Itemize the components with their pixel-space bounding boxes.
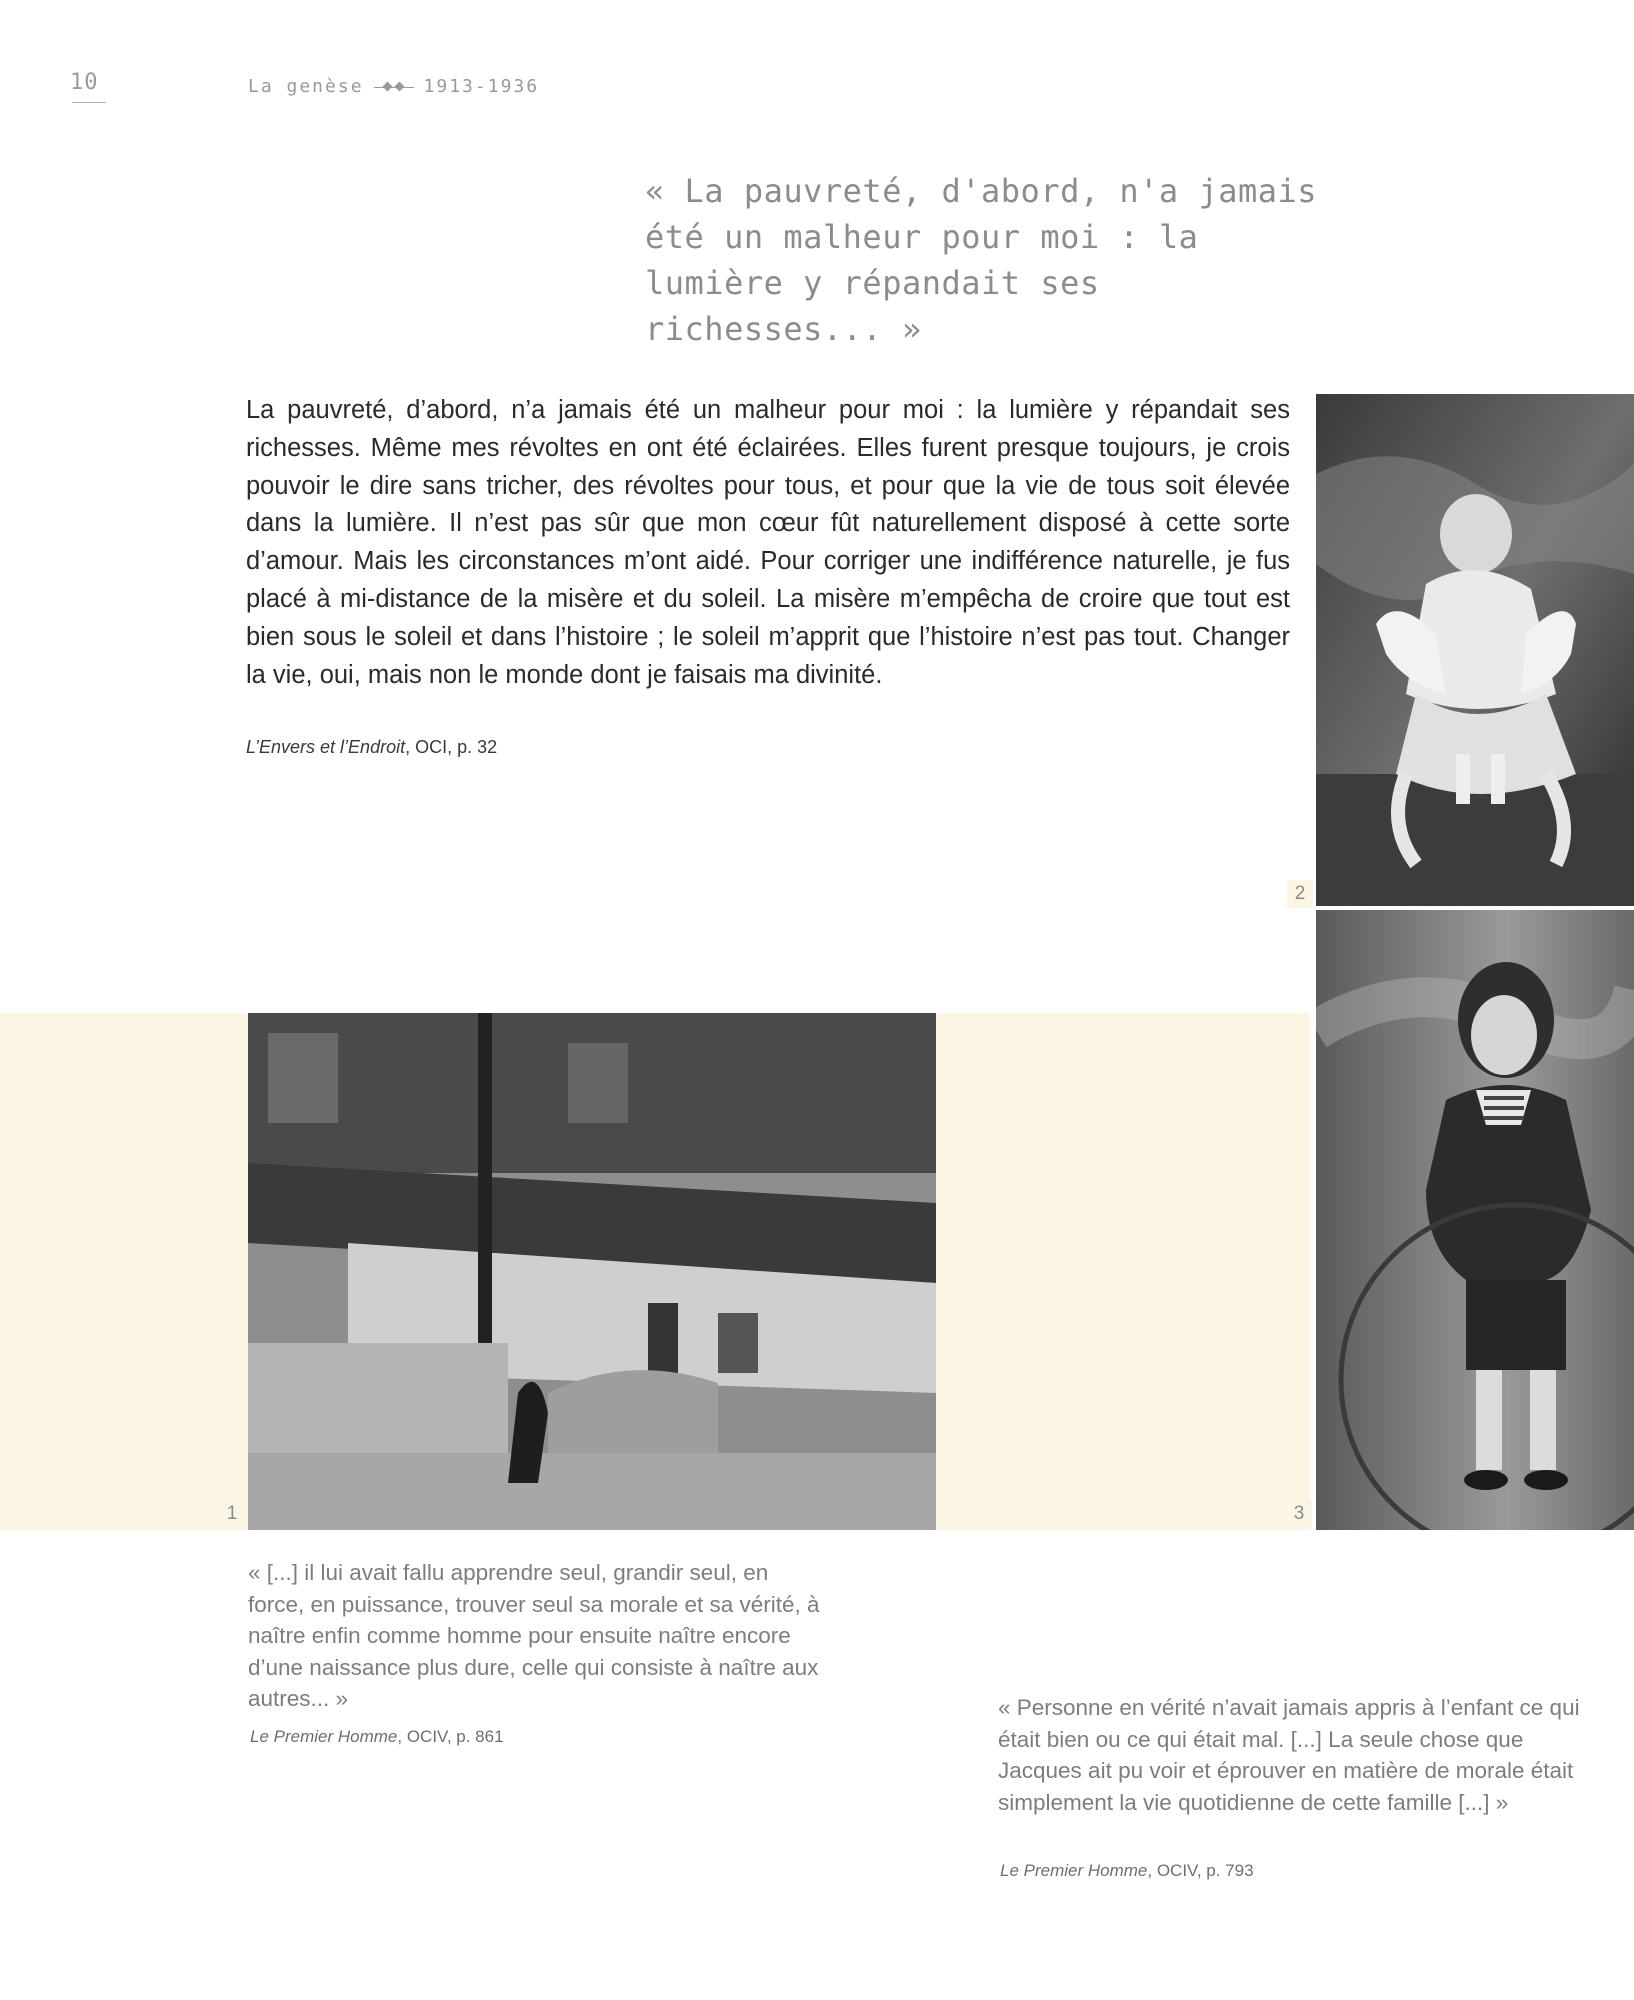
running-head bbox=[248, 76, 539, 97]
figure-number-1: 1 bbox=[219, 1500, 245, 1528]
page-number-rule bbox=[72, 102, 106, 103]
caption-left: « [...] il lui avait fallu apprendre seul, grandir seul, en force, en puissance, trouver seul sa morale et sa vérité, à naître enfin comme homme pour ensuite naître encore d’une naissance plus dure, celle qui consiste à naître aux autres... » bbox=[248, 1560, 820, 1711]
caption-left-citation-title: Le Premier Homme bbox=[250, 1727, 398, 1746]
caption-right: « Personne en vérité n’avait jamais appris à l’enfant ce qui était bien ou ce qui était mal. [...] La seule chose que Jacques ait pu voir et éprouver en matière de morale était simplement la vie quotidienne de cette famille [...] » bbox=[998, 1695, 1580, 1815]
pull-quote: « La pauvreté, d'abord, n'a jamais été un malheur pour moi : la lumière y répandait ses richesses... » bbox=[645, 172, 1318, 348]
section-years: 1913-1936 bbox=[423, 76, 540, 97]
main-paragraph: La pauvreté, d’abord, n’a jamais été un malheur pour moi : la lumière y répandait ses richesses. Même mes révoltes en ont été éclairées. Elles furent presque toujours, je crois pouvoir le dire sans tricher, des révoltes pour tous, et pour que la vie de tous soit élevée dans la lumière. Il n’est pas sûr que mon cœur fût naturellement disposé à cette sorte d’amour. Mais les circonstances m’ont aidé. Pour corriger une indifférence naturelle, je fus placé à mi-distance de la misère et du soleil. La misère m’empêcha de croire que tout est bien sous le soleil et dans l’histoire ; le soleil m’apprit que l’histoire n’est pas tout. Changer la vie, oui, mais non le monde dont je faisais ma divinité. bbox=[246, 396, 1290, 689]
caption-left-citation bbox=[250, 1727, 504, 1747]
main-citation-ref: , OCI, p. 32 bbox=[405, 737, 498, 757]
baby-portrait-photo bbox=[1316, 394, 1634, 906]
main-citation-title: L’Envers et l’Endroit bbox=[246, 737, 406, 757]
caption-right-citation bbox=[1000, 1861, 1254, 1881]
page-number: 10 bbox=[70, 70, 99, 95]
ornament-icon bbox=[374, 82, 414, 92]
child-with-hoop-photo bbox=[1316, 910, 1634, 1530]
caption-left-citation-ref: , OCIV, p. 861 bbox=[397, 1727, 504, 1746]
courtyard-well-photo bbox=[248, 1013, 936, 1530]
section-title: La genèse bbox=[248, 76, 364, 97]
figure-number-2: 2 bbox=[1287, 880, 1313, 908]
caption-right-citation-title: Le Premier Homme bbox=[1000, 1861, 1148, 1880]
figure-number-3: 3 bbox=[1286, 1500, 1312, 1528]
main-citation bbox=[246, 737, 497, 758]
caption-right-citation-ref: , OCIV, p. 793 bbox=[1147, 1861, 1254, 1880]
